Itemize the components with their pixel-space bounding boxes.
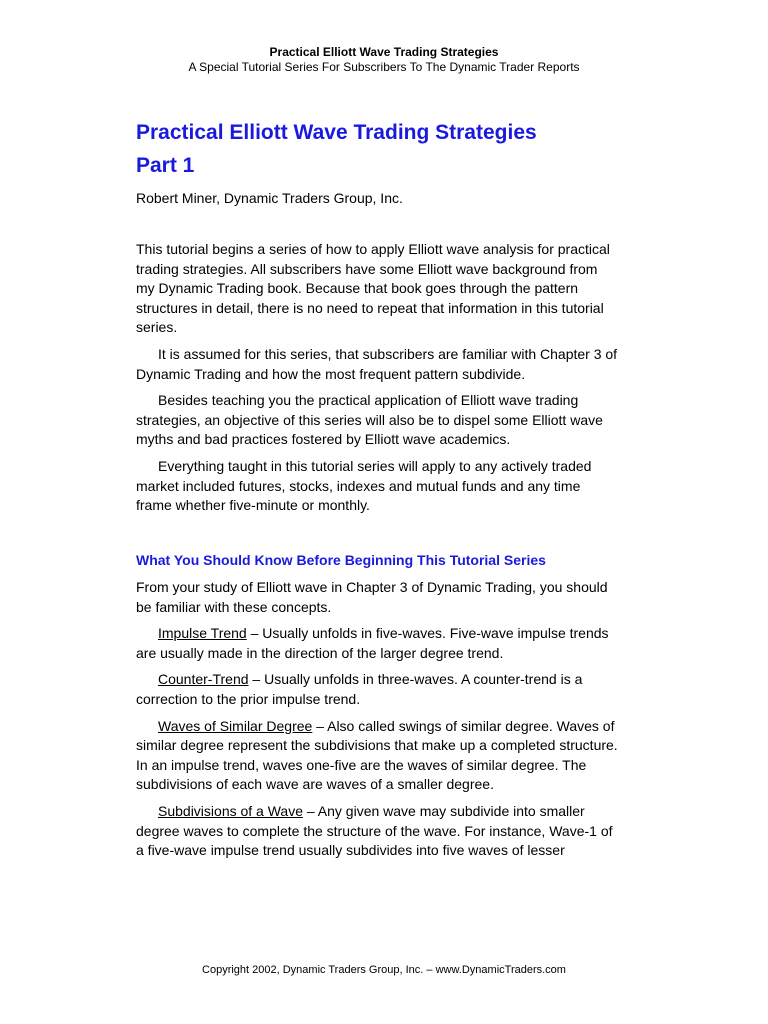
document-title-line2: Part 1 <box>136 154 195 177</box>
intro-section <box>136 240 618 516</box>
concept-term: Waves of Similar Degree <box>158 717 313 734</box>
concept-text: – Also called swings of similar degree. Waves of similar degree represent the subdivisions that make up a completed structure. In an impulse trend, waves one-five are the waves of similar degree. The subdivisions of each wave are waves of a smaller degree. <box>136 717 618 793</box>
concept-counter-trend <box>136 670 618 709</box>
page-footer: Copyright 2002, Dynamic Traders Group, Inc. – www.DynamicTraders.com <box>202 964 566 976</box>
intro-paragraph-2: It is assumed for this series, that subscribers are familiar with Chapter 3 of Dynamic Trading and how the most frequent pattern subdivide. <box>136 345 618 382</box>
intro-paragraph-4: Everything taught in this tutorial series will apply to any actively traded market included futures, stocks, indexes and mutual funds and any time frame whether five-minute or monthly. <box>136 457 592 514</box>
intro-paragraph-3: Besides teaching you the practical application of Elliott wave trading strategies, an objective of this series will also be to dispel some Elliott wave myths and bad practices fostered by Elliott wave academics. <box>136 392 603 448</box>
concept-impulse-trend <box>136 624 618 663</box>
concept-waves-similar-degree <box>136 717 618 795</box>
concept-text: – Usually unfolds in five-waves. Five-wave impulse trends are usually made in the direction of the larger degree trend. <box>136 625 609 661</box>
section-intro-paragraph: From your study of Elliott wave in Chapter 3 of Dynamic Trading, you should be familiar with these concepts. <box>136 579 608 615</box>
concepts-section <box>136 578 618 861</box>
concept-term: Impulse Trend <box>158 625 247 642</box>
concept-subdivisions <box>136 802 618 861</box>
document-title <box>136 116 656 182</box>
concept-term: Subdivisions of a Wave <box>158 802 303 819</box>
concept-term: Counter-Trend <box>158 671 249 688</box>
author-line: Robert Miner, Dynamic Traders Group, Inc. <box>136 190 403 206</box>
running-header-title: Practical Elliott Wave Trading Strategies <box>269 45 499 59</box>
concept-text: – Usually unfolds in three-waves. A counter-trend is a correction to the prior impulse trend. <box>136 671 583 707</box>
section-heading: What You Should Know Before Beginning This Tutorial Series <box>136 552 546 568</box>
running-header-subtitle: A Special Tutorial Series For Subscribers To The Dynamic Trader Reports <box>188 60 580 74</box>
running-header <box>0 45 768 75</box>
intro-paragraph-1: This tutorial begins a series of how to apply Elliott wave analysis for practical trading strategies. All subscribers have some Elliott wave background from my Dynamic Trading book. Because that book goes through the pattern structures in detail, there is no need to repeat that information in this tutorial series. <box>136 241 610 336</box>
concept-text: – Any given wave may subdivide into smaller degree waves to complete the structure of the wave. For instance, Wave-1 of a five-wave impulse trend usually subdivides into five waves of lesser <box>136 802 613 859</box>
document-title-line1: Practical Elliott Wave Trading Strategies <box>136 121 537 144</box>
